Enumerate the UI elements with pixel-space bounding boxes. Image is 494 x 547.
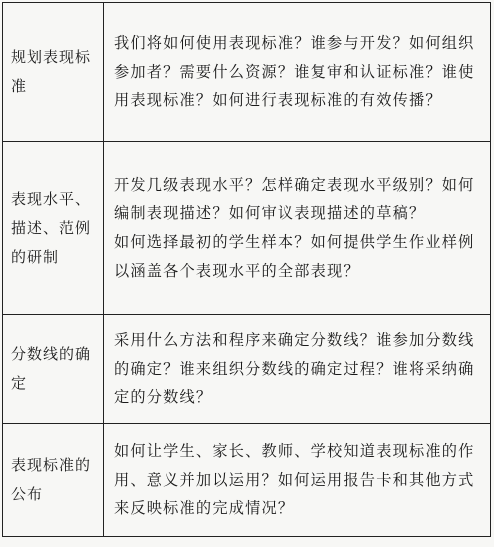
table-row <box>3 3 491 142</box>
row-label-levels-descriptions: 表现水平、描述、范例的研制 <box>3 142 104 315</box>
content-paragraph: 如何选择最初的学生样本？如何提供学生作业样例以涵盖各个表现水平的全部表现？ <box>114 233 475 280</box>
table-row <box>3 315 491 424</box>
row-content-cut-scores <box>104 315 491 424</box>
table-row <box>3 142 491 315</box>
row-content-planning <box>104 3 491 142</box>
table-row <box>3 424 491 537</box>
row-label-cut-scores: 分数线的确定 <box>3 315 104 424</box>
content-paragraph: 我们将如何使用表现标准？谁参与开发？如何组织参加者？需要什么资源？谁复审和认证标准？谁使用表现标准？如何进行表现标准的有效传播？ <box>114 34 475 110</box>
row-label-publication: 表现标准的公布 <box>3 424 104 537</box>
row-content-publication <box>104 424 491 537</box>
content-paragraph: 如何让学生、家长、教师、学校知道表现标准的作用、意义并加以运用？如何运用报告卡和其他方式来反映标准的完成情况？ <box>114 442 475 518</box>
performance-standards-table <box>2 2 491 537</box>
row-label-planning: 规划表现标准 <box>3 3 104 142</box>
content-paragraph: 开发几级表现水平？怎样确定表现水平级别？如何编制表现描述？如何审议表现描述的草稿？ <box>114 175 475 223</box>
row-content-levels-descriptions <box>104 142 491 315</box>
content-paragraph: 采用什么方法和程序来确定分数线？谁参加分数线的确定？谁来组织分数线的确定过程？谁将采纳确定的分数线？ <box>114 331 475 407</box>
